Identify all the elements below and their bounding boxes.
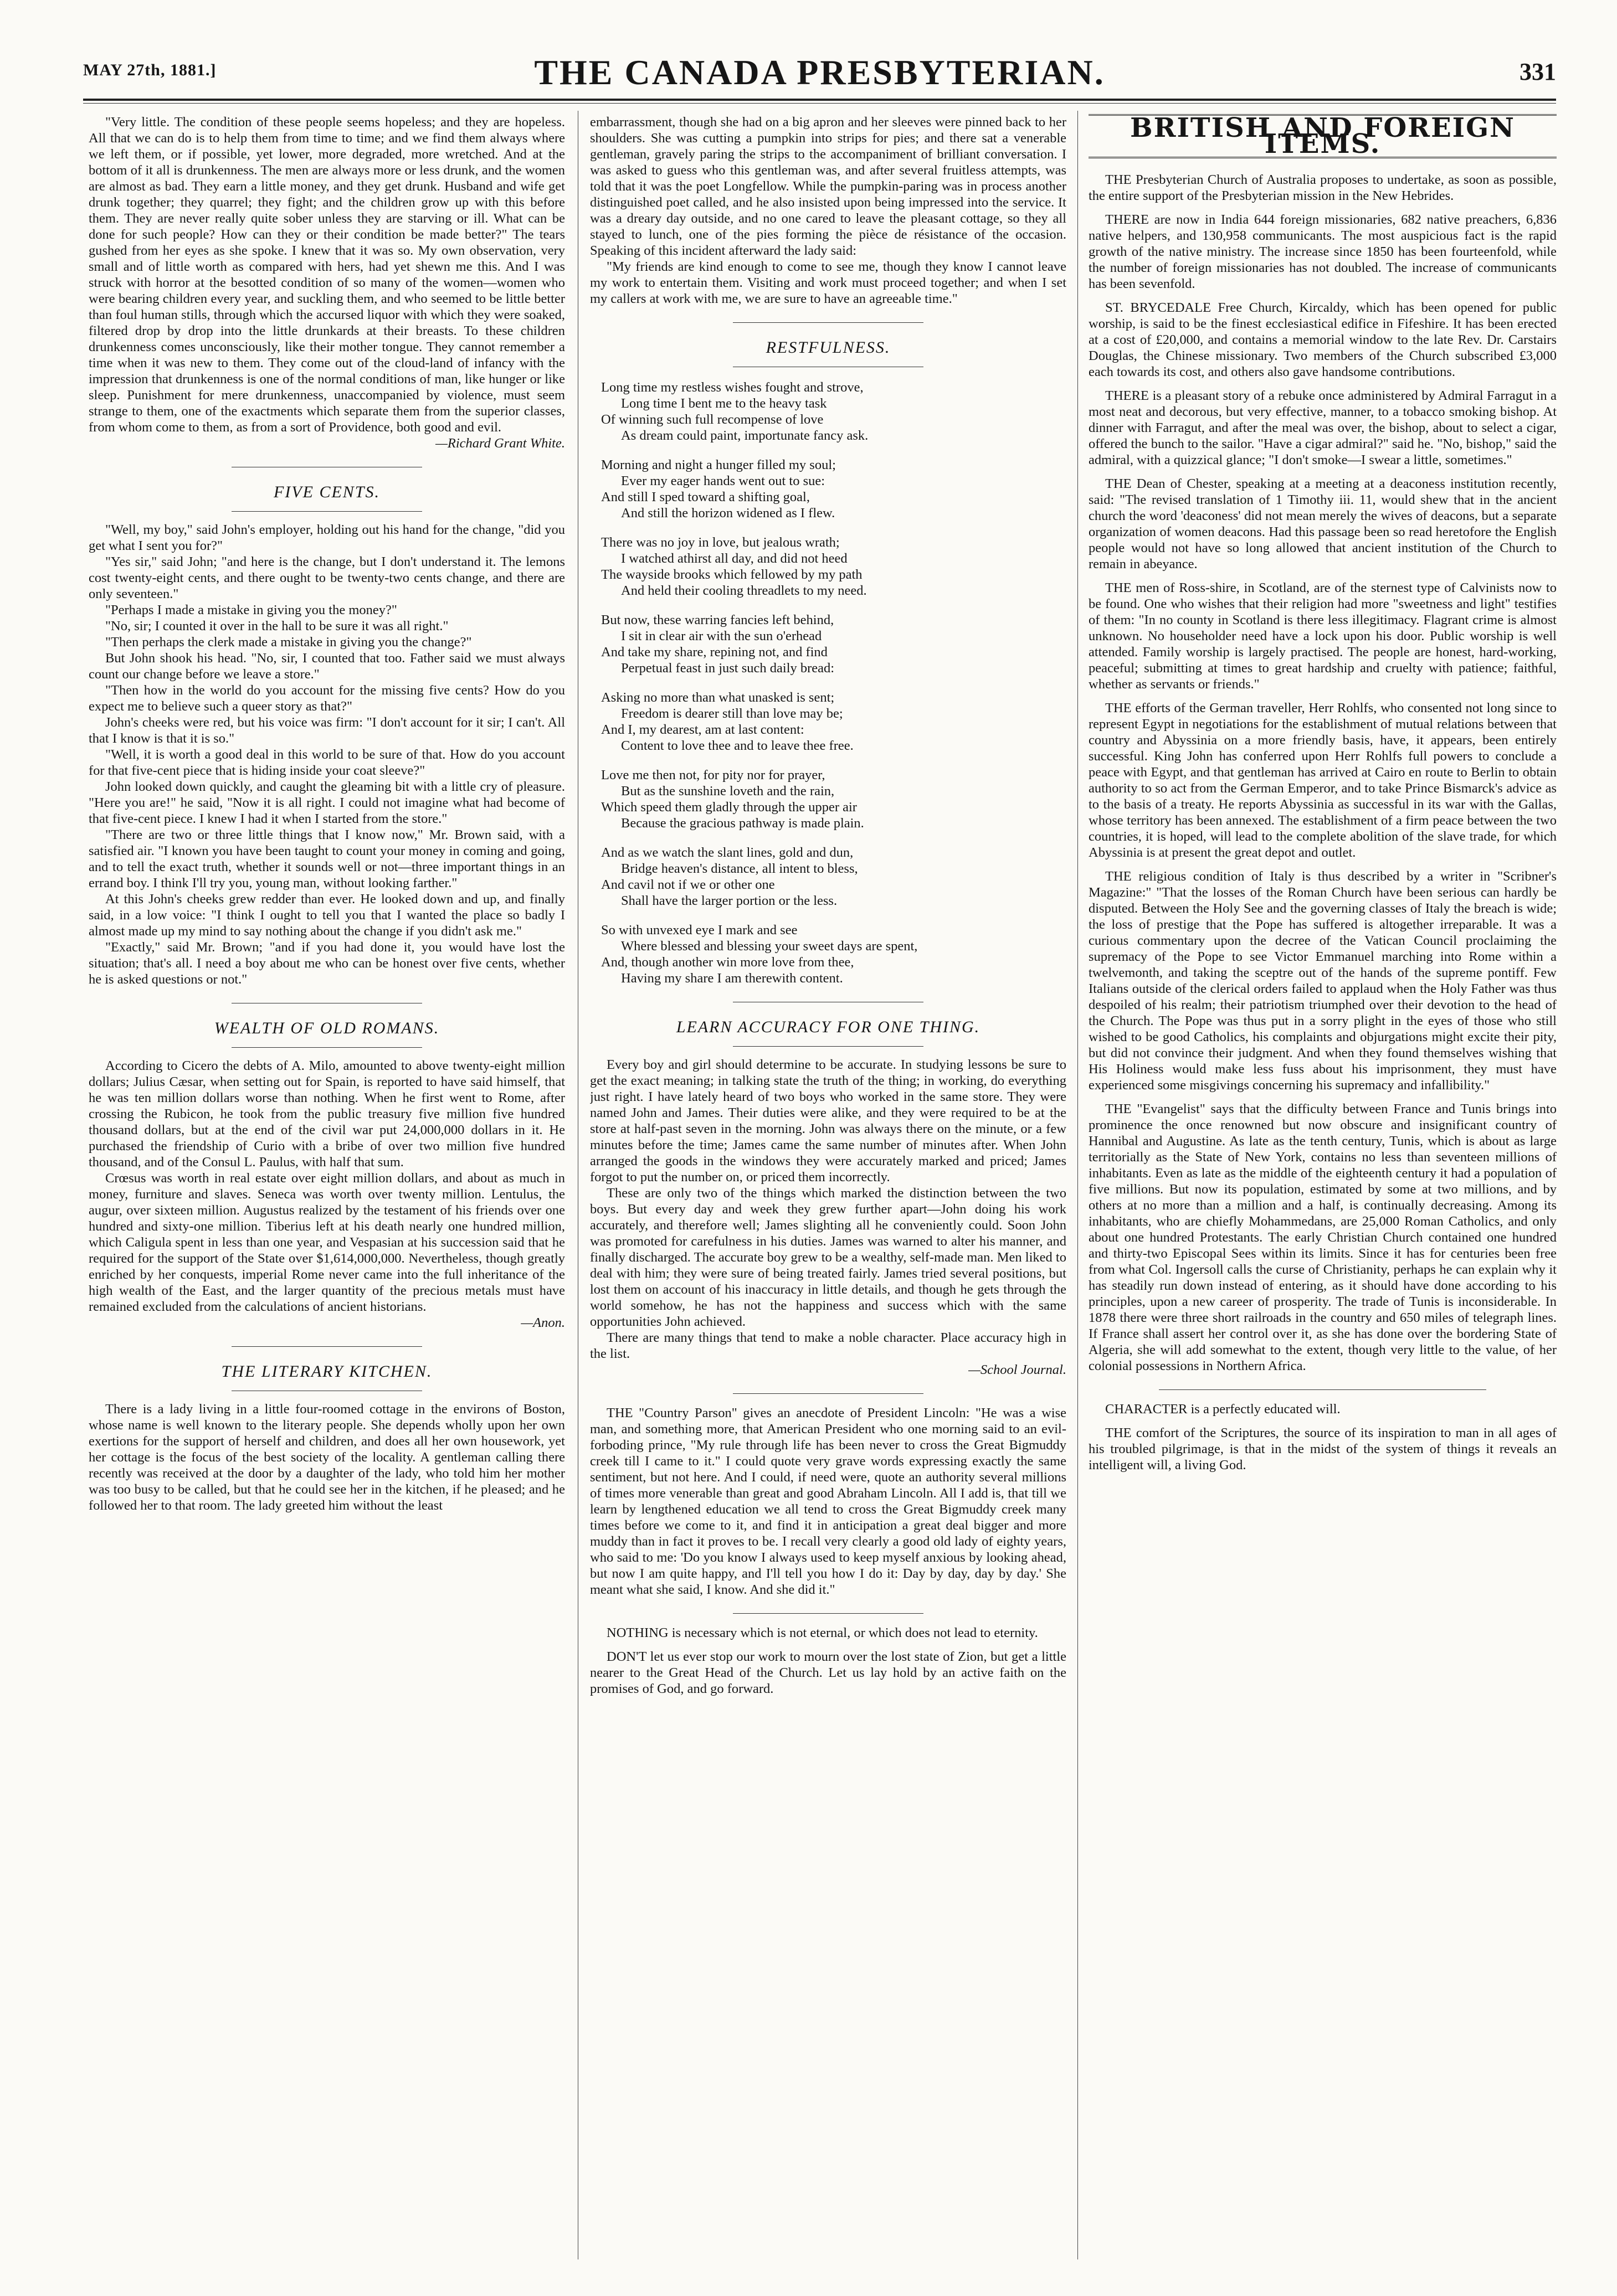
intro-paragraph: "Very little. The condition of these people seems hopeless; and they are hopeless. All that we can do is to help them from time to time; and we find them always where we left them, or if possible, yet lower, more degraded, more wretched. And at the bottom of it all is drunkenness. The men are always more or less drunk, and the women are almost as bad. They earn a little money, and they get drunk. Husband and wife get drunk together; they quarrel; they fight; and the children grow up with this before them. They are never really quite sober unless they are starving or ill. What can be done for such people? How can they or their condition be made better?" The tears gushed from her eyes as she spoke. I knew that it was so. My own observation, very small and of little worth as compared with hers, had yet shewn me this. And I was struck with horror at the besotted condition of so many of the women—women who were bearing children every year, and suckling them, and who seemed to be little better than foul human stills, through which the accursed liquor with which they were soaked, filtered drop by drop into the little drunkards at their breasts. To these children drunkenness comes unconsciously, like their mother tongue. They cannot remember a time when it was new to them. They come out of the cloud-land of infancy with the impression that drunkenness is one of the normal conditions of man, like hunger or like sleep. Punishment for mere drunkenness, unaccompanied by violence, must seem strange to them, one of the exactments which separate them from the superior classes, from whom come to them, as from a sort of Providence, both good and evil. <box>89 115 565 435</box>
poem-line: But as the sunshine loveth and the rain, <box>621 784 835 799</box>
paragraph: "Well, it is worth a good deal in this world to be sure of that. How do you account for that five-cent piece that is hiding inside your coat sleeve?" <box>89 747 565 778</box>
paragraph: According to Cicero the debts of A. Milo, amounted to above twenty-eight million dollars; Julius Cæsar, when setting out for Spain, is reported to have said himself, that he was ten million dollars worse than nothing. When he first went to Rome, after crossing the Rubicon, he took from the public treasury five million five hundred thousand dollars, but at the end of the civil war put 24,000,000 dollars in it. He purchased the friendship of Curio with a bribe of over two million five hundred thousand, and of the Consul L. Paulus, with half that sum. <box>89 1058 565 1170</box>
nothing-item: NOTHING is necessary which is not eternal, or which does not lead to eternity. <box>607 1625 1038 1640</box>
poem-stanza <box>601 534 1066 599</box>
news-item: THE religious condition of Italy is thus described by a writer in "Scribner's Magazine:" "That the losses of the Roman Church have been serious can hardly be disputed. Between the Holy See and the governing classes of Italy the breach is wide; the loss of prestige that the Pope has suffered is altogether irreparable. It was a curious commentary upon the decree of the Vatican Council proclaiming the supremacy of the Pope to see Victor Emmanuel marching into Rome within a twelvemonth, and taking the sceptre out of the hands of the supreme pontiff. Few Italians outside of the clerical orders failed to applaud when the Holy Father was thus despoiled of his realm; their patriotism triumphed over their devotion to the head of the Church. The Pope was thus put in a sorry plight in the eyes of those who still wished to be good Catholics, his complaints and objurgations might excite their pity, but did not convince their judgment. And when they found themselves wishing that His Holiness would make less fuss about his imprisonment, they must have experienced some misgivings concerning his supremacy and infallibility." <box>1089 869 1557 1093</box>
wealth-attribution: —Anon. <box>521 1315 565 1330</box>
poem-line: Love me then not, for pity nor for prayer, <box>601 768 825 783</box>
poem-line: I sit in clear air with the sun o'erhead <box>621 629 822 644</box>
paragraph: "Then how in the world do you account for the missing five cents? How do you expect me to believe such a queer story as that?" <box>89 683 565 714</box>
paragraph: "Then perhaps the clerk made a mistake in giving you the change?" <box>105 635 472 650</box>
poem-line: There was no joy in love, but jealous wrath; <box>601 535 840 550</box>
separator-rule <box>733 322 923 323</box>
poem-heading: RESTFULNESS. <box>766 338 891 357</box>
accuracy-heading: LEARN ACCURACY FOR ONE THING. <box>676 1018 981 1036</box>
poem-line: And still the horizon widened as I flew. <box>621 506 835 521</box>
poem-line: The wayside brooks which fellowed by my path <box>601 567 863 582</box>
poem-line: Long time my restless wishes fought and strove, <box>601 380 864 395</box>
news-item: THE "Evangelist" says that the difficulty between France and Tunis brings into prominence the once renowned but now obscure and insignificant country of Hannibal and Augustine. As late as the tenth century, Tunis, which is about as large territorially as the State of New York, contains no less than seventeen millions of inhabitants. Even as late as the middle of the eighteenth century it had a population of five millions. But now its population, estimated by some at two millions, and by others at no more than a million and a half, is continually decreasing. Among its inhabitants, who are chiefly Mohammedans, are 25,000 Roman Catholics, and only about one hundred Protestants. The early Christian Church contained one hundred and thirty-two Episcopal Sees within its limits. Since it has for centuries been free from what Col. Ingersoll calls the curse of Christianity, perhaps he can explain why it has steadily run down instead of entering, as it should have done according to his principles, upon a new career of prosperity. The trade of Tunis is inconsiderable. In 1878 there were three short railroads in the country and 650 miles of telegraph lines. If France shall assert her control over it, as she has done over the bordering State of Algeria, she will add somewhat to the extent, though very little to the value, of her colonial possessions in Northern Africa. <box>1089 1101 1557 1373</box>
poem-line: And I, my dearest, am at last content: <box>601 722 804 737</box>
five-cents-article <box>89 522 565 987</box>
poem-line: Having my share I am therewith content. <box>621 971 843 986</box>
poem-line: And held their cooling threadlets to my need. <box>621 583 867 598</box>
comfort-item: THE comfort of the Scriptures, the source of its inspiration to man in all ages of his troubled pilgrimage, is that in the midst of the system of things it reveals an intelligent will, a living God. <box>1089 1425 1557 1473</box>
news-item: THE Presbyterian Church of Australia proposes to undertake, as soon as possible, the entire support of the Presbyterian mission in the New Hebrides. <box>1089 172 1557 203</box>
poem-line: Ever my eager hands went out to sue: <box>621 473 825 488</box>
poem-stanza <box>601 612 1066 676</box>
poem-stanza <box>601 689 1066 754</box>
poem-line: Shall have the larger portion or the less. <box>621 893 838 908</box>
paragraph: Crœsus was worth in real estate over eight million dollars, and about as much in money, furniture and slaves. Seneca was worth over twenty million. Lentulus, the augur, over sixteen million. Augustus realized by the testament of his friends over one hundred and sixty-one million. Tiberius left at his death nearly one hundred million, which Caligula spent in less than one year, and Vespasian at his succession said that he required for the support of the State over $1,614,000,000. Nevertheless, though greatly enriched by her conquests, imperial Rome never came into the full inheritance of the high wealth of the East, and the larger quantity of the precious metals must have remained excluded from the calculations of ancient historians. <box>89 1171 565 1314</box>
kitchen-quote: "My friends are kind enough to come to see me, though they know I cannot leave my work to entertain them. Visiting and work must proceed together; and when I set my callers at work with me, we are sure to have an agreeable time." <box>590 259 1066 306</box>
poem-line: And cavil not if we or other one <box>601 877 775 892</box>
poem-line: And, though another win more love from thee, <box>601 955 854 970</box>
poem-line: Content to love thee and to leave thee free. <box>621 738 854 753</box>
poem-line: As dream could paint, importunate fancy ask. <box>621 428 869 443</box>
poem-line: Perpetual feast in just such daily bread: <box>621 661 835 676</box>
country-parson-item: THE "Country Parson" gives an anecdote of President Lincoln: "He was a wise man, and something more, that American President who one morning said to an evil-forboding prince, "My rule through life has been never to cross the Great Bigmuddy creek till I came to it." I could quote very grave words expressing exactly the same sentiment, but not here. And I could, if need were, quote an authority several millions of times more venerable than great and good Abraham Lincoln. All I add is, that till we learn by lengthened education we all tend to cross the Great Bigmuddy creek many times before we come to it, and find it in anticipation a great deal bigger and more muddy than in fact it proves to be. I recall very clearly a good old lady of eighty years, who said to me: 'Do you know I always used to keep myself anxious by looking ahead, but now I am quite happy, and I'll tell you how I do it: Day by day, day by day.' She meant what she said, I know. And she did it." <box>590 1406 1066 1597</box>
poem-stanza <box>601 457 1066 521</box>
news-item: THERE is a pleasant story of a rebuke once administered by Admiral Farragut in a most neat and decorous, but very effective, manner, to a tobacco smoking bishop. At dinner with Farragut, and after the meal was over, the bishop, about to select a cigar, offered the bunch to the sailor. "Have a cigar admiral?" said he. "No, bishop," said the admiral, with a quizzical glance; "I don't smoke—I swear a little, sometimes." <box>1089 388 1557 467</box>
poem-line: Bridge heaven's distance, all intent to bless, <box>621 861 858 876</box>
paragraph: "Exactly," said Mr. Brown; "and if you had done it, you would have lost the situation; that's all. I need a boy about me who can be honest over five cents, whether he is asked questions or not." <box>89 940 565 987</box>
poem-line: So with unvexed eye I mark and see <box>601 923 798 938</box>
header-rule-thick <box>83 99 1556 101</box>
accuracy-attribution: —School Journal. <box>968 1362 1066 1377</box>
column-divider-2 <box>1077 111 1078 2259</box>
newspaper-title: THE CANADA PRESBYTERIAN. <box>534 53 1105 92</box>
paragraph: At this John's cheeks grew redder than ever. He looked down and up, and finally said, in a low voice: "I think I ought to tell you that I wanted the place so badly I almost made up my mind to say nothing about the change if you didn't ask me." <box>89 892 565 939</box>
paragraph: There are many things that tend to make a noble character. Place accuracy high in the list. <box>590 1330 1066 1361</box>
paragraph: But John shook his head. "No, sir, I counted that too. Father said we must always count our change before we leave a store." <box>89 651 565 682</box>
dont-item: DON'T let us ever stop our work to mourn over the lost state of Zion, but get a little nearer to the Great Head of the Church. Let us lay hold by an active faith on the promises of God, and go forward. <box>590 1649 1066 1696</box>
restfulness-poem <box>601 379 1066 986</box>
paragraph: These are only two of the things which marked the distinction between the two boys. But every day and week they grew further apart—John doing his work accurately, and therefore well; James slighting all he conveniently could. Soon John was promoted for carefulness in his duties. James was warned to alter his manner, and finally discharged. The accurate boy grew to be a wealthy, self-made man. Men liked to deal with him; they were sure of being treated fairly. James tried several positions, but lost them on account of his inaccuracy in little details, and though he gets through the world somehow, he has not the happiness and success which with the same opportunities John achieved. <box>590 1186 1066 1329</box>
masthead <box>83 50 1556 94</box>
poem-line: But now, these warring fancies left behind, <box>601 612 834 627</box>
paragraph: John's cheeks were red, but his voice was firm: "I don't account for it sir; I can't. All that I know is that it is so." <box>89 715 565 746</box>
poem-line: I watched athirst all day, and did not heed <box>621 551 848 566</box>
poem-stanza <box>601 922 1066 986</box>
poem-line: And still I sped toward a shifting goal, <box>601 490 810 504</box>
separator-rule <box>733 1613 923 1614</box>
poem-line: Freedom is dearer still than love may be; <box>621 706 843 721</box>
poem-stanza <box>601 767 1066 831</box>
column-3 <box>1089 114 1557 2257</box>
poem-line: Of winning such full recompense of love <box>601 412 824 427</box>
british-foreign-title: BRITISH AND FOREIGN ITEMS. <box>1089 114 1557 158</box>
kitchen-paragraph: There is a lady living in a little four-roomed cottage in the environs of Boston, whose name is well known to the literary people. She depends wholly upon her own exertions for the support of herself and children, and does all her own housework, yet her cottage is the focus of the best society of the locality. A gentleman calling there recently was received at the door by a daughter of the lady, who told him her mother was too busy to be called, but that he could see her in the kitchen, if he pleased; and he followed her to that room. The lady greeted him without the least <box>89 1402 565 1513</box>
separator-rule <box>1159 1389 1487 1390</box>
poem-line: Which speed them gladly through the upper air <box>601 800 857 815</box>
poem-line: Morning and night a hunger filled my soul; <box>601 457 836 472</box>
poem-line: Because the gracious pathway is made plain. <box>621 816 864 831</box>
wealth-article <box>89 1058 565 1331</box>
poem-line: And as we watch the slant lines, gold and dun, <box>601 845 854 860</box>
separator-rule <box>232 1346 422 1347</box>
news-item: THE Dean of Chester, speaking at a meeting at a deaconess institution recently, said: "The revised translation of 1 Timothy iii. 11, would shew that in the ancient church the word 'deaconess' did not mean merely the wives of deacons, but a separate organization of women deacons. Had this passage been so read heretofore the English people would not have so long allowed that ancient institution of the Church to remain in abeyance. <box>1089 476 1557 572</box>
poem-line: And take my share, repining not, and find <box>601 645 828 660</box>
poem-stanza <box>601 845 1066 909</box>
intro-attribution: —Richard Grant White. <box>435 436 565 451</box>
kitchen-continued: embarrassment, though she had on a big apron and her sleeves were pinned back to her shoulders. She was cutting a pumpkin into strips for pies; and there sat a venerable gentleman, gravely paring the strips to the accompaniment of brilliant conversation. I was asked to guess who this gentleman was, and after several fruitless attempts, was told that it was the poet Longfellow. While the pumpkin-paring was in process another distinguished poet called, and he also insisted upon being impressed into the service. It was a dreary day outside, and no one cared to leave the pleasant cottage, so they all stayed to lunch, one of the pies forming the pièce de résistance of the occasion. Speaking of this incident afterward the lady said: <box>590 115 1066 258</box>
column-1 <box>89 114 565 2257</box>
paragraph: "No, sir; I counted it over in the hall to be sure it was all right." <box>105 619 449 634</box>
paragraph: Every boy and girl should determine to be accurate. In studying lessons be sure to get the exact meaning; in talking state the truth of the thing; in working, do everything just right. I have lately heard of two boys who worked in the same store. They were named John and James. Their duties were alike, and they were required to be at the store at half-past seven in the morning. John was always there on the minute, or a few minutes before the time; James came the same number of minutes after. When John arranged the goods in the windows they were accurately marked and priced; James forgot to put the number on, or priced them incorrectly. <box>590 1057 1066 1185</box>
poem-stanza <box>601 379 1066 444</box>
news-item: ST. BRYCEDALE Free Church, Kircaldy, which has been opened for public worship, is said to be the finest ecclesiastical edifice in Fifeshire. It has been erected at a cost of £20,000, and contains a memorial window to the late Rev. Dr. Carstairs Douglas, the Chinese missionary. Two members of the Church subscribed £3,000 each towards its cost, and others also gave handsome contributions. <box>1089 300 1557 379</box>
page-number: 331 <box>1520 58 1556 85</box>
paragraph: "Perhaps I made a mistake in giving you the money?" <box>105 603 397 617</box>
poem-line: Asking no more than what unasked is sent; <box>601 690 835 705</box>
heading-rule <box>232 511 422 512</box>
paragraph: "Well, my boy," said John's employer, holding out his hand for the change, "did you get what I sent you for?" <box>89 522 565 553</box>
news-item: THE efforts of the German traveller, Herr Rohlfs, who consented not long since to represent Egypt in negotiations for the establishment of mutual relations between that country and Abyssinia on a more friendly basis, have, it appears, been entirely successful. King John has conferred upon Herr Rohlfs full powers to conclude a peace with Egypt, and that gentleman has arrived at Cairo en route to Berlin to obtain authority to so act from the German Emperor, and to take Prince Bismarck's advice as to the basis of a treaty. He reports Abyssinia as successful in its war with the Gallas, whose territory has been annexed. The establishment of a firm peace between the two countries, it is hoped, will lead to the complete abolition of the slave trade, for which Abyssinia is at present the great depot and outlet. <box>1089 701 1557 860</box>
heading-rule <box>733 1046 923 1047</box>
column-2 <box>590 114 1066 2257</box>
paragraph: John looked down quickly, and caught the gleaming bit with a little cry of pleasure. "Here you are!" he said, "Now it is all right. I could not imagine what had become of that five-cent piece. I knew I had it when I started from the store." <box>89 779 565 826</box>
paragraph: "Yes sir," said John; "and here is the change, but I don't understand it. The lemons cost twenty-eight cents, and there ought to be twenty-two cents change, and there are only seventeen." <box>89 554 565 601</box>
news-item: THERE are now in India 644 foreign missionaries, 682 native preachers, 6,836 native helpers, and 130,958 communicants. The most auspicious fact is the rapid growth of the native ministry. The increase since 1850 has been fourteenfold, while the number of foreign missionaries has not doubled. The increase of communicants has been sevenfold. <box>1089 212 1557 291</box>
news-item: THE men of Ross-shire, in Scotland, are of the sternest type of Calvinists now to be found. One who wishes that their religion had more "sweetness and light" testifies of them: "In no county in Scotland is there less illegitimacy. Flagrant crime is almost unknown. No householder need have a lock upon his door. Public worship is well attended. Family worship is largely practised. The people are honest, hard-working, peaceful; submitting at times to great hardship and cruelty with patience; faithful, whether as servants or friends." <box>1089 580 1557 692</box>
accuracy-article <box>590 1057 1066 1378</box>
poem-line: Long time I bent me to the heavy task <box>621 396 827 411</box>
heading-rule <box>232 1047 422 1048</box>
five-cents-heading: FIVE CENTS. <box>274 483 380 501</box>
header-rule-thin <box>83 103 1556 104</box>
kitchen-heading: THE LITERARY KITCHEN. <box>221 1362 433 1381</box>
character-item: CHARACTER is a perfectly educated will. <box>1105 1402 1341 1417</box>
issue-date: MAY 27th, 1881.] <box>83 61 217 79</box>
separator-rule <box>733 1393 923 1394</box>
paragraph: "There are two or three little things that I know now," Mr. Brown said, with a satisfied air. "I known you have been taught to count your money in coming and going, and to tell the exact truth, whether it sounds well or not—three important things in an errand boy. I think I'll try you, young man, without looking farther." <box>89 827 565 890</box>
poem-line: Where blessed and blessing your sweet days are spent, <box>621 939 918 954</box>
wealth-heading: WEALTH OF OLD ROMANS. <box>214 1019 440 1037</box>
